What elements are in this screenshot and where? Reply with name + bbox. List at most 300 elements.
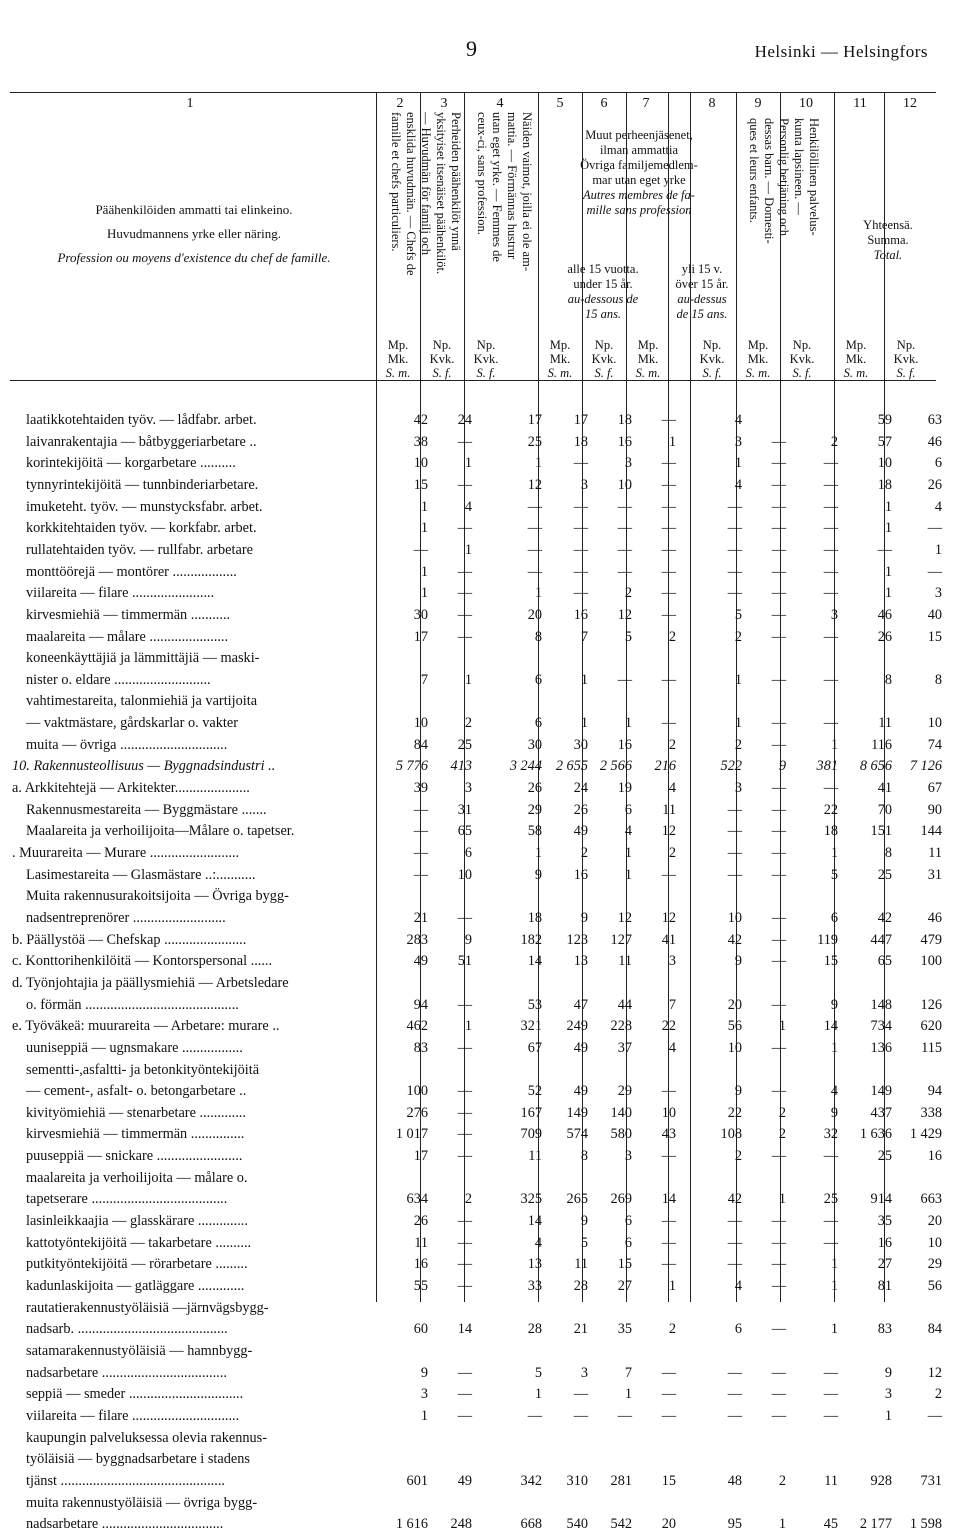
cell-col-11: 18 [877, 476, 892, 493]
cell-col-12: 12 [927, 1364, 942, 1381]
total-fr: Total. [873, 248, 903, 262]
row-label: Lasimestareita — Glasmästare ..:........... [26, 866, 256, 883]
table-row [12, 1018, 942, 1040]
table-row [12, 476, 942, 499]
cell-col-12: 56 [927, 1278, 942, 1294]
cell-col-12: 1 429 [909, 1126, 942, 1143]
cell-col-10: — [823, 628, 838, 645]
cell-col-4: 14 [527, 953, 542, 970]
cell-col-11: 1 [884, 498, 892, 515]
cell-col-6: — [617, 541, 632, 558]
table-row [12, 975, 938, 997]
cell-col-3: 1 [464, 455, 472, 472]
cell-col-11: 1 [884, 585, 892, 602]
cell-col-8: — [727, 801, 742, 818]
cell-col-4: — [527, 498, 542, 515]
cell-col-5: 18 [573, 433, 588, 450]
cell-col-9: — [771, 1278, 786, 1294]
cell-col-3: — [457, 1213, 472, 1230]
cell-col-2: — [413, 823, 428, 840]
sub-header [582, 338, 626, 380]
sub-header [538, 338, 582, 380]
sub-header [626, 338, 670, 380]
cell-col-4: — [527, 1407, 542, 1424]
cell-col-6: 12 [617, 909, 632, 926]
cell-col-4: 30 [527, 736, 542, 753]
column-number: 12 [903, 96, 917, 111]
cell-col-8: 42 [727, 931, 742, 948]
cell-col-5: 9 [580, 909, 588, 926]
cell-col-7: — [661, 520, 676, 537]
cell-col-2: 17 [413, 1148, 428, 1165]
header-col-2-3: Perheiden päähenkilöt ynnä yksityiset itsenäiset päähenkilöt. — Huvudmän för familj och ensklida huvudmän. — Chefs de famille et chefs particuliers. [389, 112, 463, 276]
cell-col-8: 10 [727, 1039, 742, 1056]
cell-col-9: — [771, 671, 786, 688]
cell-col-12: 126 [920, 996, 942, 1013]
cell-col-12: 20 [927, 1213, 942, 1230]
cell-col-12: 3 [934, 585, 942, 602]
cell-col-4: 12 [527, 476, 542, 493]
row-label: nadsarbetare .................................. [26, 1516, 224, 1533]
cell-col-11: 46 [877, 606, 892, 623]
cell-col-6: — [617, 671, 632, 688]
cell-col-7: 1 [668, 433, 676, 450]
cell-col-2: 1 616 [395, 1516, 428, 1533]
table-row [12, 1062, 938, 1084]
cell-col-11: 928 [870, 1472, 892, 1489]
table-row [12, 563, 942, 586]
cell-col-2: 60 [413, 1321, 428, 1338]
table-row [12, 1256, 942, 1278]
cell-col-8: 22 [727, 1104, 742, 1121]
cell-col-5: 9 [580, 1213, 588, 1230]
cell-col-7: 2 [668, 845, 676, 861]
column-number: 5 [556, 96, 564, 111]
cell-col-5: 540 [566, 1516, 588, 1533]
cell-col-5: 17 [573, 412, 588, 428]
cell-col-3: 1 [464, 1018, 472, 1035]
row-label: Muita rakennusurakoitsijoita — Övriga bygg- [26, 888, 289, 905]
sub-header-line: Np. [896, 338, 916, 352]
location-title: Helsinki — Helsingfors [754, 42, 928, 61]
table-row [12, 715, 942, 737]
cell-col-8: — [727, 1256, 742, 1273]
column-number: 11 [853, 96, 867, 111]
cell-col-5: 49 [573, 1083, 588, 1100]
cell-col-11: 8 [884, 671, 892, 688]
table-row [12, 1407, 942, 1430]
cell-col-7: 10 [661, 1104, 676, 1121]
cell-col-11: 16 [877, 1234, 892, 1251]
cell-col-10: — [823, 1234, 838, 1251]
sub-header-line: Kvk. [473, 352, 499, 366]
cell-col-5: 5 [580, 1234, 588, 1251]
cell-col-8: — [727, 1234, 742, 1251]
cell-col-7: 43 [661, 1126, 676, 1143]
cell-col-12: 731 [920, 1472, 942, 1489]
cell-col-10: 5 [830, 866, 838, 883]
table-row [12, 455, 942, 477]
row-label: viilareita — filare .............................. [26, 1407, 240, 1424]
cell-col-11: 151 [870, 823, 892, 840]
row-label: — cement-, asfalt- o. betongarbetare .. [26, 1083, 247, 1100]
cell-col-5: — [573, 455, 588, 472]
cell-col-7: — [661, 476, 676, 493]
cell-col-10: — [823, 520, 838, 537]
cell-col-8: — [727, 541, 742, 558]
cell-col-12: 46 [927, 909, 942, 926]
sub-header-line: S. m. [635, 366, 661, 380]
cell-col-8: 42 [727, 1191, 742, 1208]
cell-col-9: — [771, 1234, 786, 1251]
cell-col-10: 119 [817, 931, 838, 948]
cell-col-4: 6 [534, 671, 542, 688]
cell-col-9: — [771, 1407, 786, 1424]
cell-col-5: 13 [573, 953, 588, 970]
cell-col-12: 4 [934, 498, 942, 515]
table-row [12, 1083, 942, 1105]
table-row [12, 606, 942, 629]
row-label: lasinleikkaajia — glasskärare .............. [26, 1213, 248, 1230]
cell-col-10: 1 [830, 1256, 838, 1273]
cell-col-3: — [457, 585, 472, 602]
cell-col-2: 1 [420, 1407, 428, 1424]
cell-col-7: 216 [654, 758, 676, 775]
cell-col-6: 1 [624, 1386, 632, 1403]
cell-col-7: 2 [668, 736, 676, 753]
cell-col-12: 6 [934, 455, 942, 472]
cell-col-10: 6 [830, 909, 838, 926]
cell-col-12: 7 126 [909, 758, 942, 775]
cell-col-8: 3 [734, 433, 742, 450]
cell-col-11: 1 [884, 1407, 892, 1424]
cell-col-7: 14 [661, 1191, 676, 1208]
cell-col-2: 9 [420, 1364, 428, 1381]
sub-header [464, 338, 508, 380]
table-row [12, 931, 942, 954]
sub-header-line: S. f. [896, 366, 916, 380]
cell-col-9: — [771, 563, 786, 580]
cell-col-9: — [771, 1083, 786, 1100]
column-number: 8 [708, 96, 716, 111]
sub-header-line: S. f. [792, 366, 812, 380]
cell-col-9: 1 [778, 1516, 786, 1533]
cell-col-5: 47 [573, 996, 588, 1013]
row-label: o. förmän ........................................... [26, 996, 239, 1013]
cell-col-10: 1 [830, 1321, 838, 1338]
cell-col-11: — [877, 541, 892, 558]
table-row [12, 433, 942, 456]
cell-col-12: — [927, 520, 942, 537]
cell-col-12: — [927, 563, 942, 580]
cell-col-5: — [573, 585, 588, 602]
cell-col-6: 4 [624, 823, 632, 840]
cell-col-3: 49 [457, 1472, 472, 1489]
cell-col-7: — [661, 412, 676, 428]
cell-col-8: 9 [734, 953, 742, 970]
cell-col-11: 2 177 [859, 1516, 892, 1533]
column-number: 9 [754, 96, 762, 111]
row-label: kaupungin palveluksessa olevia rakennus- [26, 1429, 267, 1446]
row-label: Rakennusmestareita — Byggmästare ....... [26, 801, 267, 818]
cell-col-9: — [771, 845, 786, 861]
row-label: rullatehtaiden työv. — rullfabr. arbetare [26, 541, 253, 558]
cell-col-4: — [527, 563, 542, 580]
cell-col-12: 2 [934, 1386, 942, 1403]
cell-col-10: — [823, 498, 838, 515]
cell-col-6: 27 [617, 1278, 632, 1294]
cell-col-5: 1 [580, 715, 588, 732]
row-label: koneenkäyttäjiä ja lämmittäjiä — maski- [26, 650, 260, 667]
sub-header-line: Np. [594, 338, 614, 352]
sub-header-line: Mp. [387, 338, 409, 352]
cell-col-8: — [727, 823, 742, 840]
cell-col-2: 1 [420, 563, 428, 580]
cell-col-7: — [661, 1364, 676, 1381]
cell-col-5: 49 [573, 823, 588, 840]
sub-header-line: S. f. [702, 366, 722, 380]
cell-col-11: 57 [877, 433, 892, 450]
header-col-9-10: Henkilöllinen palvelus- kunta lapsineen. — Personlig betjäning och dessas barn. — Domesti- ques et leurs enfants. [747, 118, 821, 244]
cell-col-2: 17 [413, 628, 428, 645]
table-row [12, 1386, 942, 1408]
cell-col-11: 1 636 [859, 1126, 892, 1143]
cell-col-5: 2 655 [555, 758, 588, 775]
cell-col-12: 74 [927, 736, 942, 753]
row-label: c. Konttorihenkilöitä — Kontorspersonal ...... [12, 953, 273, 970]
row-label: nister o. eldare ........................... [26, 671, 211, 688]
cell-col-4: 52 [527, 1083, 542, 1100]
cell-col-7: — [661, 563, 676, 580]
cell-col-4: 29 [527, 801, 542, 818]
header-col-11-12 [840, 218, 936, 263]
col58-fi: Muut perheenjäsenet, ilman ammattia [585, 128, 693, 157]
cell-col-4: 26 [527, 780, 542, 797]
cell-col-2: 10 [413, 455, 428, 472]
cell-col-9: — [771, 1148, 786, 1165]
cell-col-10: — [823, 1407, 838, 1424]
cell-col-11: 25 [877, 1148, 892, 1165]
sub-header-line: Kvk. [699, 352, 725, 366]
cell-col-5: 21 [573, 1321, 588, 1338]
row-label: kivityömiehiä — stenarbetare ............. [26, 1104, 246, 1121]
cell-col-12: 8 [934, 671, 942, 688]
cell-col-6: 281 [610, 1472, 632, 1489]
cell-col-4: 33 [527, 1278, 542, 1294]
cell-col-2: — [413, 866, 428, 883]
sub-header [736, 338, 780, 380]
cell-col-3: — [457, 1386, 472, 1403]
cell-col-11: 437 [870, 1104, 892, 1121]
cell-col-7: 22 [661, 1018, 676, 1035]
table-row [12, 1343, 938, 1365]
cell-col-5: 265 [566, 1191, 588, 1208]
cell-col-5: 249 [566, 1018, 588, 1035]
cell-col-2: 601 [406, 1472, 428, 1489]
table-row [12, 1451, 938, 1473]
cell-col-11: 149 [870, 1083, 892, 1100]
cell-col-7: — [661, 1213, 676, 1230]
cell-col-9: — [771, 909, 786, 926]
sub-header-line: Np. [702, 338, 722, 352]
cell-col-4: 325 [520, 1191, 542, 1208]
cell-col-3: 1 [464, 671, 472, 688]
cell-col-9: 2 [778, 1104, 786, 1121]
row-label: b. Päällystöä — Chefskap ....................... [12, 931, 247, 948]
cell-col-12: 115 [921, 1039, 942, 1056]
cell-col-6: 44 [617, 996, 632, 1013]
cell-col-7: 12 [661, 823, 676, 840]
cell-col-8: — [727, 498, 742, 515]
table-row [12, 671, 942, 694]
row-label: nadsarb. .......................................... [26, 1321, 228, 1338]
cell-col-12: 16 [927, 1148, 942, 1165]
col58-sv: Övriga familjemedlem- mar utan eget yrke [580, 158, 698, 187]
table-row [12, 1472, 942, 1495]
cell-col-2: 10 [413, 715, 428, 732]
header-col-5-6 [538, 262, 668, 322]
cell-col-7: 1 [668, 1278, 676, 1294]
cell-col-9: — [771, 541, 786, 558]
cell-col-4: 18 [527, 909, 542, 926]
cell-col-12: 100 [920, 953, 942, 970]
cell-col-5: 1 [580, 671, 588, 688]
row-label: nadsarbetare ................................... [26, 1364, 227, 1381]
cell-col-11: 70 [877, 801, 892, 818]
row-label: — vaktmästare, gårdskarlar o. vakter [26, 715, 238, 732]
cell-col-6: 542 [610, 1516, 632, 1533]
cell-col-9: 9 [778, 758, 786, 775]
cell-col-2: 30 [413, 606, 428, 623]
cell-col-7: 2 [668, 628, 676, 645]
row-label: 10. Rakennusteollisuus — Byggnadsindustri .. [12, 758, 276, 775]
cell-col-7: — [661, 1407, 676, 1424]
cell-col-4: 53 [527, 996, 542, 1013]
cell-col-10: — [823, 1213, 838, 1230]
cell-col-5: — [573, 520, 588, 537]
cell-col-10: 9 [830, 1104, 838, 1121]
sub-header-line: Mp. [747, 338, 769, 352]
cell-col-6: 6 [624, 1213, 632, 1230]
cell-col-12: 15 [927, 628, 942, 645]
cell-col-12: 10 [927, 1234, 942, 1251]
cell-col-9: — [771, 996, 786, 1013]
cell-col-11: 734 [870, 1018, 892, 1035]
table-row [12, 628, 942, 651]
cell-col-6: 2 566 [599, 758, 632, 775]
cell-col-6: 140 [610, 1104, 632, 1121]
cell-col-8: 20 [727, 996, 742, 1013]
cell-col-2: 15 [413, 476, 428, 493]
row-label: kattotyöntekijöitä — takarbetare .......... [26, 1234, 252, 1251]
cell-col-2: 1 017 [395, 1126, 428, 1143]
cell-col-4: 668 [520, 1516, 542, 1533]
row-label: korkkitehtaiden työv. — korkfabr. arbet. [26, 520, 257, 537]
column-number: 6 [600, 96, 608, 111]
cell-col-7: 4 [668, 780, 676, 797]
sub-header-line: S. m. [745, 366, 771, 380]
cell-col-2: 283 [406, 931, 428, 948]
cell-col-2: 5 776 [395, 758, 428, 775]
cell-col-3: 248 [450, 1516, 472, 1533]
cell-col-4: 1 [534, 455, 542, 472]
row-label: kirvesmiehiä — timmermän ........... [26, 606, 231, 623]
cell-col-12: 663 [920, 1191, 942, 1208]
cell-col-8: 48 [727, 1472, 742, 1489]
cell-col-6: 35 [617, 1321, 632, 1338]
cell-col-6: 127 [610, 931, 632, 948]
table-row [12, 1495, 938, 1517]
sub-header-line: Kvk. [429, 352, 455, 366]
cell-col-3: — [457, 628, 472, 645]
cell-col-5: 149 [566, 1104, 588, 1121]
table-row [12, 909, 942, 932]
cell-col-4: 13 [527, 1256, 542, 1273]
row-label: . Muurareita — Murare ......................... [12, 845, 240, 861]
cell-col-2: 462 [406, 1018, 428, 1035]
table-row [12, 585, 942, 607]
cell-col-9: — [771, 715, 786, 732]
cell-col-9: — [771, 1321, 786, 1338]
cell-col-9: — [771, 628, 786, 645]
cell-col-3: 9 [464, 931, 472, 948]
cell-col-6: 5 [624, 628, 632, 645]
row-label: sementti-,asfaltti- ja betonkityöntekijöitä [26, 1061, 260, 1078]
cell-col-10: 381 [816, 758, 838, 775]
cell-col-6: 29 [617, 1083, 632, 1100]
sub-header-line: S. f. [432, 366, 452, 380]
row-label: kadunlaskijoita — gatläggare ............. [26, 1278, 245, 1294]
cell-col-4: 25 [527, 433, 542, 450]
cell-col-2: 7 [420, 671, 428, 688]
cell-col-7: — [661, 866, 676, 883]
cell-col-6: 580 [610, 1126, 632, 1143]
cell-col-8: — [727, 1364, 742, 1381]
cell-col-6: 16 [617, 736, 632, 753]
cell-col-2: 1 [420, 520, 428, 537]
sub-header-line: Mk. [845, 352, 867, 366]
cell-col-11: 65 [877, 953, 892, 970]
row-label: vahtimestareita, talonmiehiä ja vartijoita [26, 693, 258, 710]
cell-col-6: 10 [617, 476, 632, 493]
cell-col-11: 8 [884, 845, 892, 861]
cell-col-3: — [457, 909, 472, 926]
table-row [12, 888, 938, 910]
cell-col-5: 8 [580, 1148, 588, 1165]
cell-col-6: — [617, 1407, 632, 1424]
row-label: muita rakennustyöläisiä — övriga bygg- [26, 1494, 258, 1511]
header-col-7-8 [668, 262, 736, 322]
col56-fr: au-dessous de 15 ans. [567, 292, 639, 321]
cell-col-11: 10 [877, 455, 892, 472]
cell-col-4: 182 [520, 931, 542, 948]
sub-header-line: Mk. [549, 352, 571, 366]
cell-col-3: 51 [457, 953, 472, 970]
cell-col-7: — [661, 1148, 676, 1165]
cell-col-9: — [771, 780, 786, 797]
sub-header-line: S. f. [594, 366, 614, 380]
cell-col-5: 3 [580, 1364, 588, 1381]
row-label: uuniseppiä — ugnsmakare ................. [26, 1039, 243, 1056]
cell-col-7: 7 [668, 996, 676, 1013]
cell-col-10: — [823, 780, 838, 797]
cell-col-2: 42 [413, 412, 428, 428]
cell-col-9: — [771, 585, 786, 602]
cell-col-3: — [457, 1039, 472, 1056]
cell-col-12: 31 [927, 866, 942, 883]
row-label: työläisiä — byggnadsarbetare i stadens [26, 1451, 250, 1468]
sub-header-line: Np. [792, 338, 812, 352]
